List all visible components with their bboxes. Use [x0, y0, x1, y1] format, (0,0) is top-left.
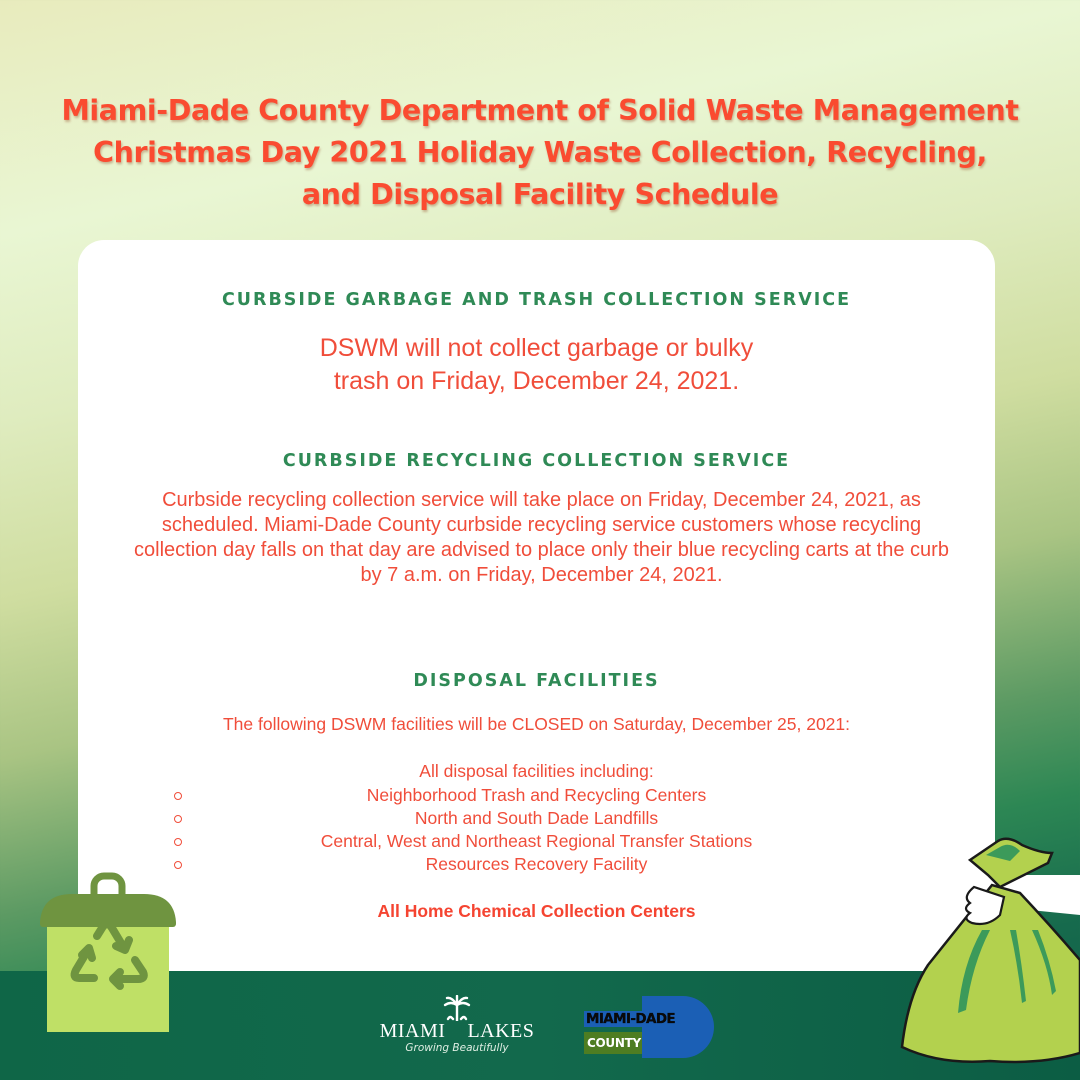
- home-chemical-centers-note: All Home Chemical Collection Centers: [377, 901, 696, 921]
- bullet-icon: [174, 792, 182, 800]
- county-logo-line-2: COUNTY: [584, 1032, 642, 1054]
- county-logo-line-1: MIAMI-DADE: [586, 1011, 676, 1027]
- county-d-shape: [642, 996, 714, 1058]
- bullet-icon: [174, 815, 182, 823]
- miami-lakes-wordmark: MIAMI LAKES: [379, 1020, 535, 1042]
- list-item: [78, 807, 995, 830]
- bullet-icon: [174, 838, 182, 846]
- miami-lakes-tagline: Growing Beautifully: [405, 1042, 509, 1054]
- list-item: [78, 784, 995, 807]
- miami-dade-county-logo: [584, 996, 716, 1058]
- garbage-line-2: trash on Friday, December 24, 2021.: [333, 367, 740, 395]
- list-item: [78, 830, 995, 853]
- palm-tree-icon: [440, 995, 474, 1021]
- facility-list-intro: All disposal facilities including:: [419, 761, 654, 781]
- garbage-line-1: DSWM will not collect garbage or bulky: [319, 334, 754, 362]
- recycling-section-text: Curbside recycling collection service will take place on Friday, December 24, 2021, as scheduled. Miami-Dade County curbside recycling service customers whose recycling collection day falls on that day are advised to place only their blue recycling carts at the curb by 7 a.m. on Friday, December 24, 2021.: [134, 489, 949, 586]
- facility-name: North and South Dade Landfills: [414, 808, 659, 828]
- recycling-bin-icon: [32, 872, 184, 1032]
- bullet-icon: [174, 861, 182, 869]
- closed-facilities-intro: The following DSWM facilities will be CLOSED on Saturday, December 25, 2021:: [222, 714, 851, 734]
- garbage-section-heading: CURBSIDE GARBAGE AND TRASH COLLECTION SERVICE: [221, 290, 852, 310]
- garbage-section-text: [78, 332, 995, 398]
- list-item: [78, 853, 995, 876]
- facility-name: Central, West and Northeast Regional Transfer Stations: [320, 831, 753, 851]
- garbage-bag-icon: [900, 815, 1080, 1080]
- poster-title: Miami-Dade County Department of Solid Waste Management Christmas Day 2021 Holiday Waste Collection, Recycling, and Disposal Facility Schedule: [61, 94, 1019, 211]
- recycling-section-heading: CURBSIDE RECYCLING COLLECTION SERVICE: [282, 451, 791, 471]
- facility-list: [78, 784, 995, 876]
- schedule-card: [78, 240, 995, 971]
- facility-name: Resources Recovery Facility: [425, 854, 648, 874]
- facility-name: Neighborhood Trash and Recycling Centers: [366, 785, 707, 805]
- disposal-section-heading: DISPOSAL FACILITIES: [413, 671, 660, 691]
- miami-lakes-logo: [372, 995, 542, 1063]
